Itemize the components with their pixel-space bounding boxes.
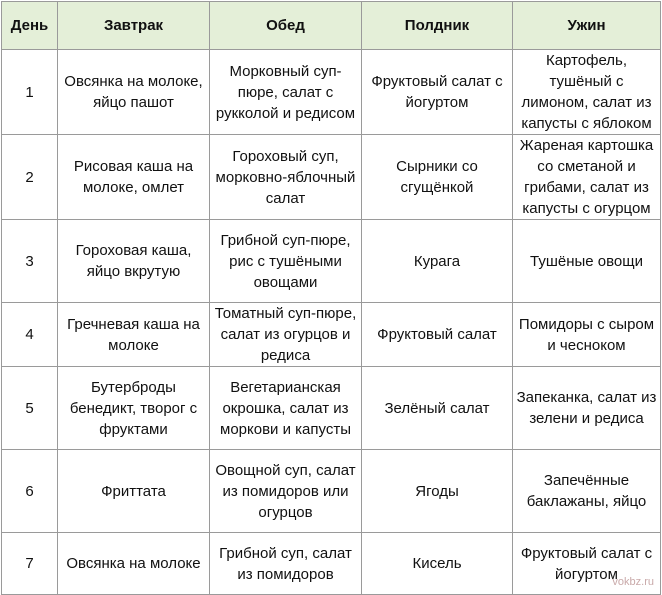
dinner-cell: Жареная картошка со сметаной и грибами, салат из капусты с огурцом xyxy=(513,135,661,220)
lunch-cell: Грибной суп-пюре, рис с тушёными овощами xyxy=(210,220,362,303)
breakfast-cell: Бутерброды бенедикт, творог с фруктами xyxy=(58,367,210,450)
header-lunch: Обед xyxy=(210,2,362,50)
day-cell: 1 xyxy=(2,50,58,135)
day-cell: 5 xyxy=(2,367,58,450)
lunch-cell: Морковный суп-пюре, салат с рукколой и редисом xyxy=(210,50,362,135)
dinner-cell: Запеканка, салат из зелени и редиса xyxy=(513,367,661,450)
header-snack: Полдник xyxy=(362,2,513,50)
breakfast-cell: Гороховая каша, яйцо вкрутую xyxy=(58,220,210,303)
snack-cell: Курага xyxy=(362,220,513,303)
snack-cell: Фруктовый салат xyxy=(362,303,513,367)
table-row xyxy=(2,450,661,533)
snack-cell: Кисель xyxy=(362,533,513,595)
header-breakfast: Завтрак xyxy=(58,2,210,50)
breakfast-cell: Фриттата xyxy=(58,450,210,533)
breakfast-cell: Овсянка на молоке, яйцо пашот xyxy=(58,50,210,135)
table-row xyxy=(2,50,661,135)
dinner-cell: Помидоры с сыром и чесноком xyxy=(513,303,661,367)
day-cell: 2 xyxy=(2,135,58,220)
dinner-cell: Картофель, тушёный с лимоном, салат из капусты с яблоком xyxy=(513,50,661,135)
lunch-cell: Гороховый суп, морковно-яблочный салат xyxy=(210,135,362,220)
weekly-menu-table xyxy=(1,1,661,595)
breakfast-cell: Овсянка на молоке xyxy=(58,533,210,595)
day-cell: 6 xyxy=(2,450,58,533)
snack-cell: Сырники со сгущёнкой xyxy=(362,135,513,220)
table-row xyxy=(2,367,661,450)
table-row xyxy=(2,135,661,220)
header-day: День xyxy=(2,2,58,50)
snack-cell: Фруктовый салат с йогуртом xyxy=(362,50,513,135)
breakfast-cell: Гречневая каша на молоке xyxy=(58,303,210,367)
table-row xyxy=(2,533,661,595)
dinner-cell: Фруктовый салат с йогуртом xyxy=(513,533,661,595)
snack-cell: Зелёный салат xyxy=(362,367,513,450)
table-row xyxy=(2,303,661,367)
day-cell: 4 xyxy=(2,303,58,367)
lunch-cell: Вегетарианская окрошка, салат из моркови и капусты xyxy=(210,367,362,450)
lunch-cell: Овощной суп, салат из помидоров или огурцов xyxy=(210,450,362,533)
lunch-cell: Томатный суп-пюре, салат из огурцов и редиса xyxy=(210,303,362,367)
breakfast-cell: Рисовая каша на молоке, омлет xyxy=(58,135,210,220)
snack-cell: Ягоды xyxy=(362,450,513,533)
header-dinner: Ужин xyxy=(513,2,661,50)
dinner-cell: Запечённые баклажаны, яйцо xyxy=(513,450,661,533)
watermark: vokbz.ru xyxy=(612,576,654,588)
table-row xyxy=(2,220,661,303)
day-cell: 3 xyxy=(2,220,58,303)
day-cell: 7 xyxy=(2,533,58,595)
lunch-cell: Грибной суп, салат из помидоров xyxy=(210,533,362,595)
dinner-cell: Тушёные овощи xyxy=(513,220,661,303)
header-row xyxy=(2,2,661,50)
